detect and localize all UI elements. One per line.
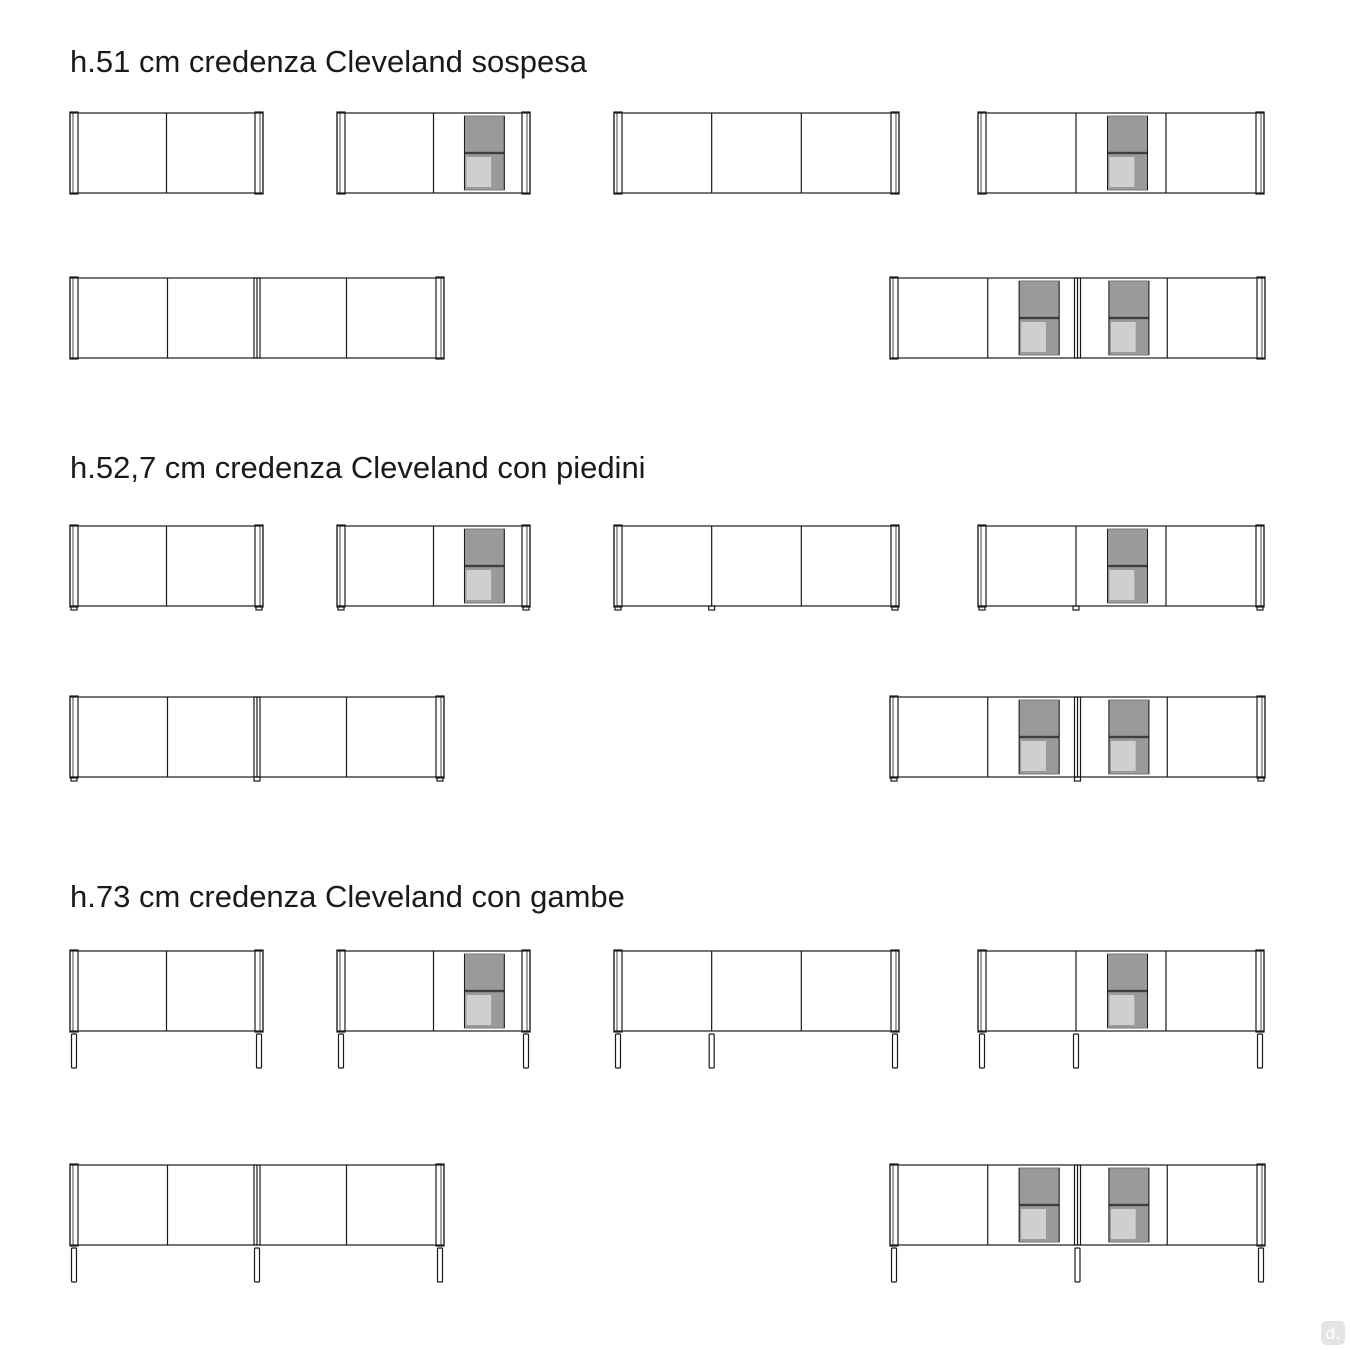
side-panel-right (255, 950, 263, 1032)
side-panel-left (978, 950, 986, 1032)
glass-pane-highlight (1111, 741, 1136, 771)
side-panel-right (891, 950, 899, 1032)
side-panel-left (337, 112, 345, 194)
foot (979, 606, 985, 610)
sideboard-feet-4-door-double-glass (890, 696, 1265, 781)
side-panel-left (70, 696, 78, 778)
side-panel-left (337, 950, 345, 1032)
leg (339, 1034, 344, 1068)
sideboard-feet-3-door-glass (978, 525, 1264, 610)
glass-pane-highlight (466, 570, 491, 600)
side-panel-left (70, 950, 78, 1032)
side-panel-left (614, 112, 622, 194)
glass-pane-highlight (1021, 322, 1046, 352)
foot (254, 777, 260, 781)
foot (891, 777, 897, 781)
glass-shelf-upper (1108, 529, 1148, 565)
sideboard-feet-4-door (70, 696, 444, 781)
foot (1075, 777, 1081, 781)
sideboard-legs-2-door-glass (337, 950, 530, 1068)
sideboard-legs-4-door (70, 1164, 444, 1282)
sideboard-suspended-2-door (70, 112, 263, 194)
glass-pane-highlight (1021, 741, 1046, 771)
sideboard-suspended-2-door-glass (337, 112, 530, 194)
leg (980, 1034, 985, 1068)
side-panel-left (70, 1164, 78, 1246)
glass-shelf-upper (1109, 1168, 1149, 1204)
glass-pane-highlight (1110, 995, 1135, 1025)
glass-pane-highlight (466, 995, 491, 1025)
section-title-legs: h.73 cm credenza Cleveland con gambe (70, 879, 625, 914)
foot (1257, 606, 1263, 610)
leg (438, 1248, 443, 1282)
side-panel-right (522, 950, 530, 1032)
foot (437, 777, 443, 781)
glass-shelf-upper (1108, 116, 1148, 152)
leg (1074, 1034, 1079, 1068)
foot (709, 606, 715, 610)
side-panel-right (1256, 525, 1264, 607)
leg (257, 1034, 262, 1068)
side-panel-left (70, 112, 78, 194)
sideboard-suspended-4-door-double-glass (890, 277, 1265, 359)
logo-d-icon (1321, 1321, 1345, 1345)
side-panel-left (70, 525, 78, 607)
sideboard-suspended-3-door-glass (978, 112, 1264, 194)
leg (893, 1034, 898, 1068)
sideboard-body (614, 951, 899, 1031)
glass-shelf-upper (464, 529, 504, 565)
sideboard-suspended-4-door (70, 277, 444, 359)
sideboard-body (614, 113, 899, 193)
leg (616, 1034, 621, 1068)
side-panel-left (890, 277, 898, 359)
leg (524, 1034, 529, 1068)
side-panel-right (436, 277, 444, 359)
side-panel-right (891, 525, 899, 607)
side-panel-right (436, 696, 444, 778)
watermark-logo-text: d. (1325, 1323, 1341, 1343)
side-panel-left (978, 525, 986, 607)
sideboard-suspended-3-door (614, 112, 899, 194)
side-panel-right (1257, 696, 1265, 778)
sideboard-legs-4-door-double-glass (890, 1164, 1265, 1282)
glass-pane-highlight (1111, 1209, 1136, 1239)
foot (615, 606, 621, 610)
side-panel-right (522, 112, 530, 194)
foot (71, 777, 77, 781)
glass-shelf-upper (1019, 1168, 1059, 1204)
side-panel-right (891, 112, 899, 194)
glass-shelf-upper (1109, 281, 1149, 317)
foot (892, 606, 898, 610)
leg (892, 1248, 897, 1282)
section-title-suspended: h.51 cm credenza Cleveland sospesa (70, 44, 587, 79)
leg (255, 1248, 260, 1282)
side-panel-left (890, 696, 898, 778)
foot (523, 606, 529, 610)
glass-shelf-upper (1019, 281, 1059, 317)
glass-shelf-upper (464, 954, 504, 990)
glass-pane-highlight (1111, 322, 1136, 352)
sideboard-body (614, 526, 899, 606)
side-panel-left (614, 950, 622, 1032)
glass-pane-highlight (1021, 1209, 1046, 1239)
glass-shelf-upper (1108, 954, 1148, 990)
foot (1073, 606, 1079, 610)
foot (338, 606, 344, 610)
side-panel-right (1257, 1164, 1265, 1246)
sideboard-legs-2-door (70, 950, 263, 1068)
side-panel-left (337, 525, 345, 607)
side-panel-right (255, 525, 263, 607)
side-panel-right (522, 525, 530, 607)
side-panel-right (1256, 112, 1264, 194)
sideboard-feet-2-door (70, 525, 263, 610)
glass-pane-highlight (466, 157, 491, 187)
sideboard-legs-3-door-glass (978, 950, 1264, 1068)
foot (256, 606, 262, 610)
leg (72, 1034, 77, 1068)
glass-pane-highlight (1110, 157, 1135, 187)
side-panel-left (978, 112, 986, 194)
side-panel-right (255, 112, 263, 194)
glass-pane-highlight (1110, 570, 1135, 600)
leg (1259, 1248, 1264, 1282)
glass-shelf-upper (1019, 700, 1059, 736)
side-panel-left (70, 277, 78, 359)
sideboard-feet-2-door-glass (337, 525, 530, 610)
side-panel-right (1257, 277, 1265, 359)
leg (709, 1034, 714, 1068)
sideboard-legs-3-door (614, 950, 899, 1068)
side-panel-right (436, 1164, 444, 1246)
section-title-feet: h.52,7 cm credenza Cleveland con piedini (70, 450, 646, 485)
leg (72, 1248, 77, 1282)
foot (71, 606, 77, 610)
side-panel-right (1256, 950, 1264, 1032)
sideboard-feet-3-door (614, 525, 899, 610)
leg (1258, 1034, 1263, 1068)
glass-shelf-upper (464, 116, 504, 152)
side-panel-left (614, 525, 622, 607)
leg (1075, 1248, 1080, 1282)
foot (1258, 777, 1264, 781)
glass-shelf-upper (1109, 700, 1149, 736)
side-panel-left (890, 1164, 898, 1246)
